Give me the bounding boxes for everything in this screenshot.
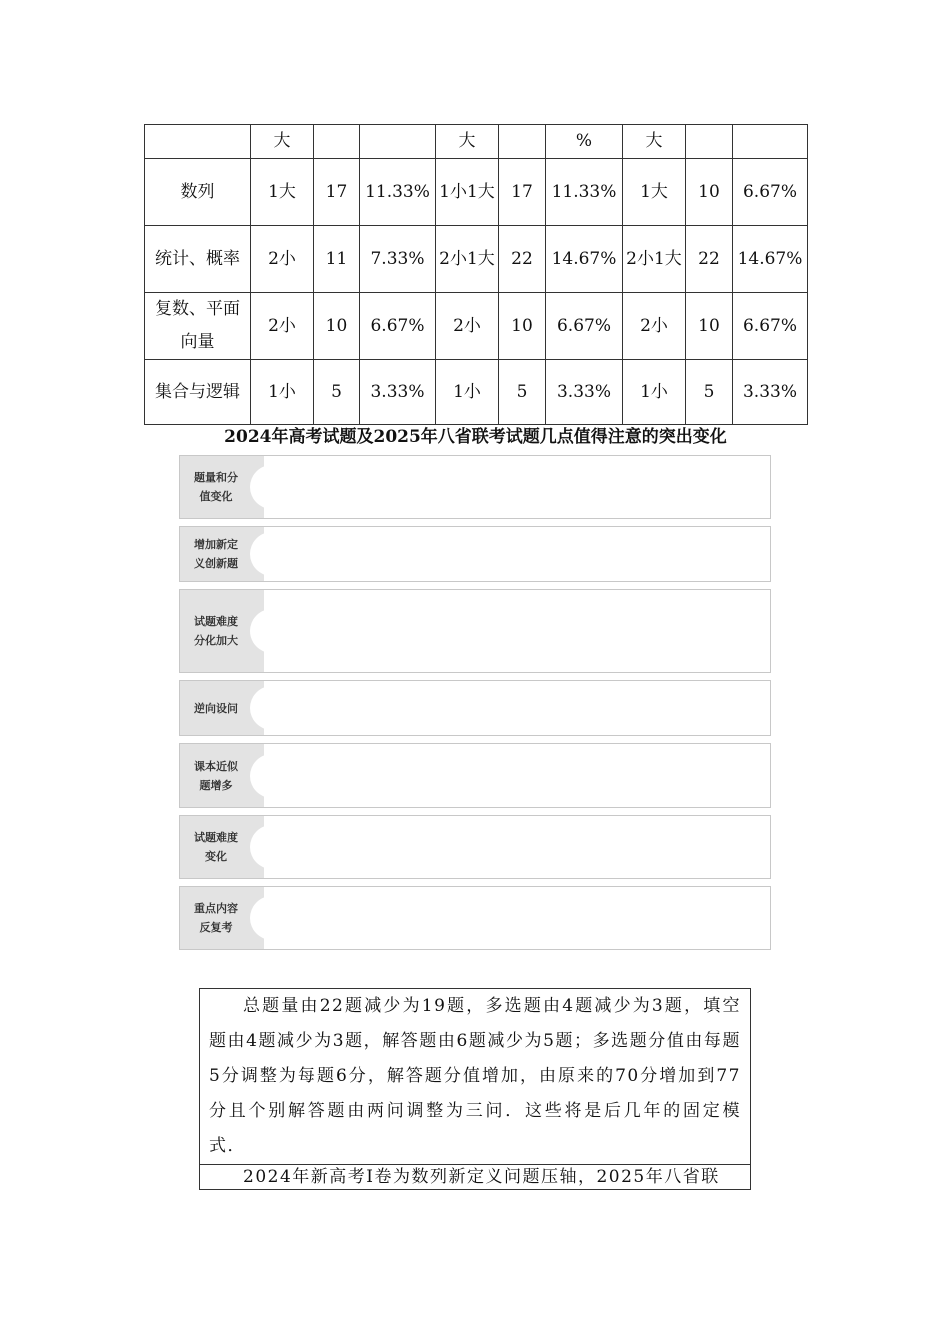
table-cell: [499, 125, 546, 159]
topic-stats-table: [144, 124, 808, 425]
table-cell: 17: [314, 159, 360, 226]
table-cell: 1小1大: [436, 159, 499, 226]
detail-paragraph: 2024年新高考Ⅰ卷为数列新定义问题压轴，2025年八省联: [243, 1167, 720, 1187]
change-box-difficulty-split: [179, 589, 771, 673]
table-cell: 22: [499, 226, 546, 293]
change-box-question-count: [179, 455, 771, 519]
table-cell: 5: [686, 360, 733, 425]
table-cell: 6.67%: [733, 159, 808, 226]
table-cell: 1大: [623, 159, 686, 226]
table-cell: 大: [436, 125, 499, 159]
table-cell: 10: [686, 159, 733, 226]
detail-paragraph: 总题量由22题减少为19题，多选题由4题减少为3题，填空题由4题减少为3题，解答题由6题减少为5题；多选题分值由每题5分调整为每题6分，解答题分值增加，由原来的70分增加到77分且个别解答题由两问调整为三问．这些将是后几年的固定模式．: [209, 996, 741, 1156]
table-cell: 14.67%: [733, 226, 808, 293]
table-cell: [314, 125, 360, 159]
topic-cell: 复数、平面向量: [145, 293, 251, 360]
table-cell: 2小: [251, 226, 314, 293]
table-row: [145, 360, 808, 425]
table-cell: 2小: [251, 293, 314, 360]
change-tab: [180, 681, 264, 735]
change-box-reverse-question: [179, 680, 771, 736]
change-box-key-content: [179, 886, 771, 950]
change-box-textbook-similar: [179, 743, 771, 808]
table-cell: 2小: [623, 293, 686, 360]
table-cell: 5: [499, 360, 546, 425]
table-cell: 11: [314, 226, 360, 293]
table-cell: [145, 125, 251, 159]
detail-row: [200, 989, 751, 1165]
change-box-difficulty-change: [179, 815, 771, 879]
table-cell: 2小: [436, 293, 499, 360]
table-cell: 10: [499, 293, 546, 360]
detail-cell: [200, 989, 751, 1165]
change-label: 逆向设问: [194, 701, 238, 715]
table-cell: 1小: [623, 360, 686, 425]
change-tab: [180, 816, 264, 878]
change-label: 重点内容反复考: [194, 902, 238, 934]
table-cell: 6.67%: [733, 293, 808, 360]
table-cell: 1小: [436, 360, 499, 425]
table-cell: [686, 125, 733, 159]
table-cell: 1小: [251, 360, 314, 425]
change-tab: [180, 887, 264, 949]
detail-row: [200, 1165, 751, 1190]
table-cell: [360, 125, 436, 159]
change-tab: [180, 744, 264, 807]
topic-cell: 集合与逻辑: [145, 360, 251, 425]
table-row: [145, 159, 808, 226]
change-label: 题量和分值变化: [194, 471, 238, 503]
change-label: 课本近似题增多: [194, 759, 238, 792]
table-cell: 11.33%: [360, 159, 436, 226]
table-cell: 22: [686, 226, 733, 293]
table-cell: 7.33%: [360, 226, 436, 293]
topic-cell: 数列: [145, 159, 251, 226]
table-row-header-tail: [145, 125, 808, 159]
change-list: [179, 455, 771, 957]
table-cell: 6.67%: [546, 293, 623, 360]
change-tab: [180, 527, 264, 581]
change-box-new-definition: [179, 526, 771, 582]
detail-table: [199, 988, 751, 1190]
table-cell: 6.67%: [360, 293, 436, 360]
table-cell: [733, 125, 808, 159]
table-cell: 3.33%: [733, 360, 808, 425]
table-cell: 10: [314, 293, 360, 360]
change-label: 增加新定义创新题: [194, 538, 238, 570]
table-cell: 10: [686, 293, 733, 360]
table-cell: 大: [251, 125, 314, 159]
detail-cell: [200, 1165, 751, 1190]
table-row: [145, 226, 808, 293]
table-cell: 5: [314, 360, 360, 425]
section-title: 2024年高考试题及2025年八省联考试题几点值得注意的突出变化: [224, 427, 727, 447]
table-cell: 3.33%: [546, 360, 623, 425]
table-cell: 14.67%: [546, 226, 623, 293]
topic-cell: 统计、概率: [145, 226, 251, 293]
change-label: 试题难度分化加大: [194, 615, 238, 647]
table-cell: 11.33%: [546, 159, 623, 226]
table-cell: %: [546, 125, 623, 159]
table-cell: 1大: [251, 159, 314, 226]
change-label: 试题难度变化: [194, 831, 238, 863]
table-cell: 3.33%: [360, 360, 436, 425]
change-tab: [180, 590, 264, 672]
table-cell: 2小1大: [623, 226, 686, 293]
table-row: [145, 293, 808, 360]
change-tab: [180, 456, 264, 518]
table-cell: 2小1大: [436, 226, 499, 293]
table-cell: 17: [499, 159, 546, 226]
table-cell: 大: [623, 125, 686, 159]
